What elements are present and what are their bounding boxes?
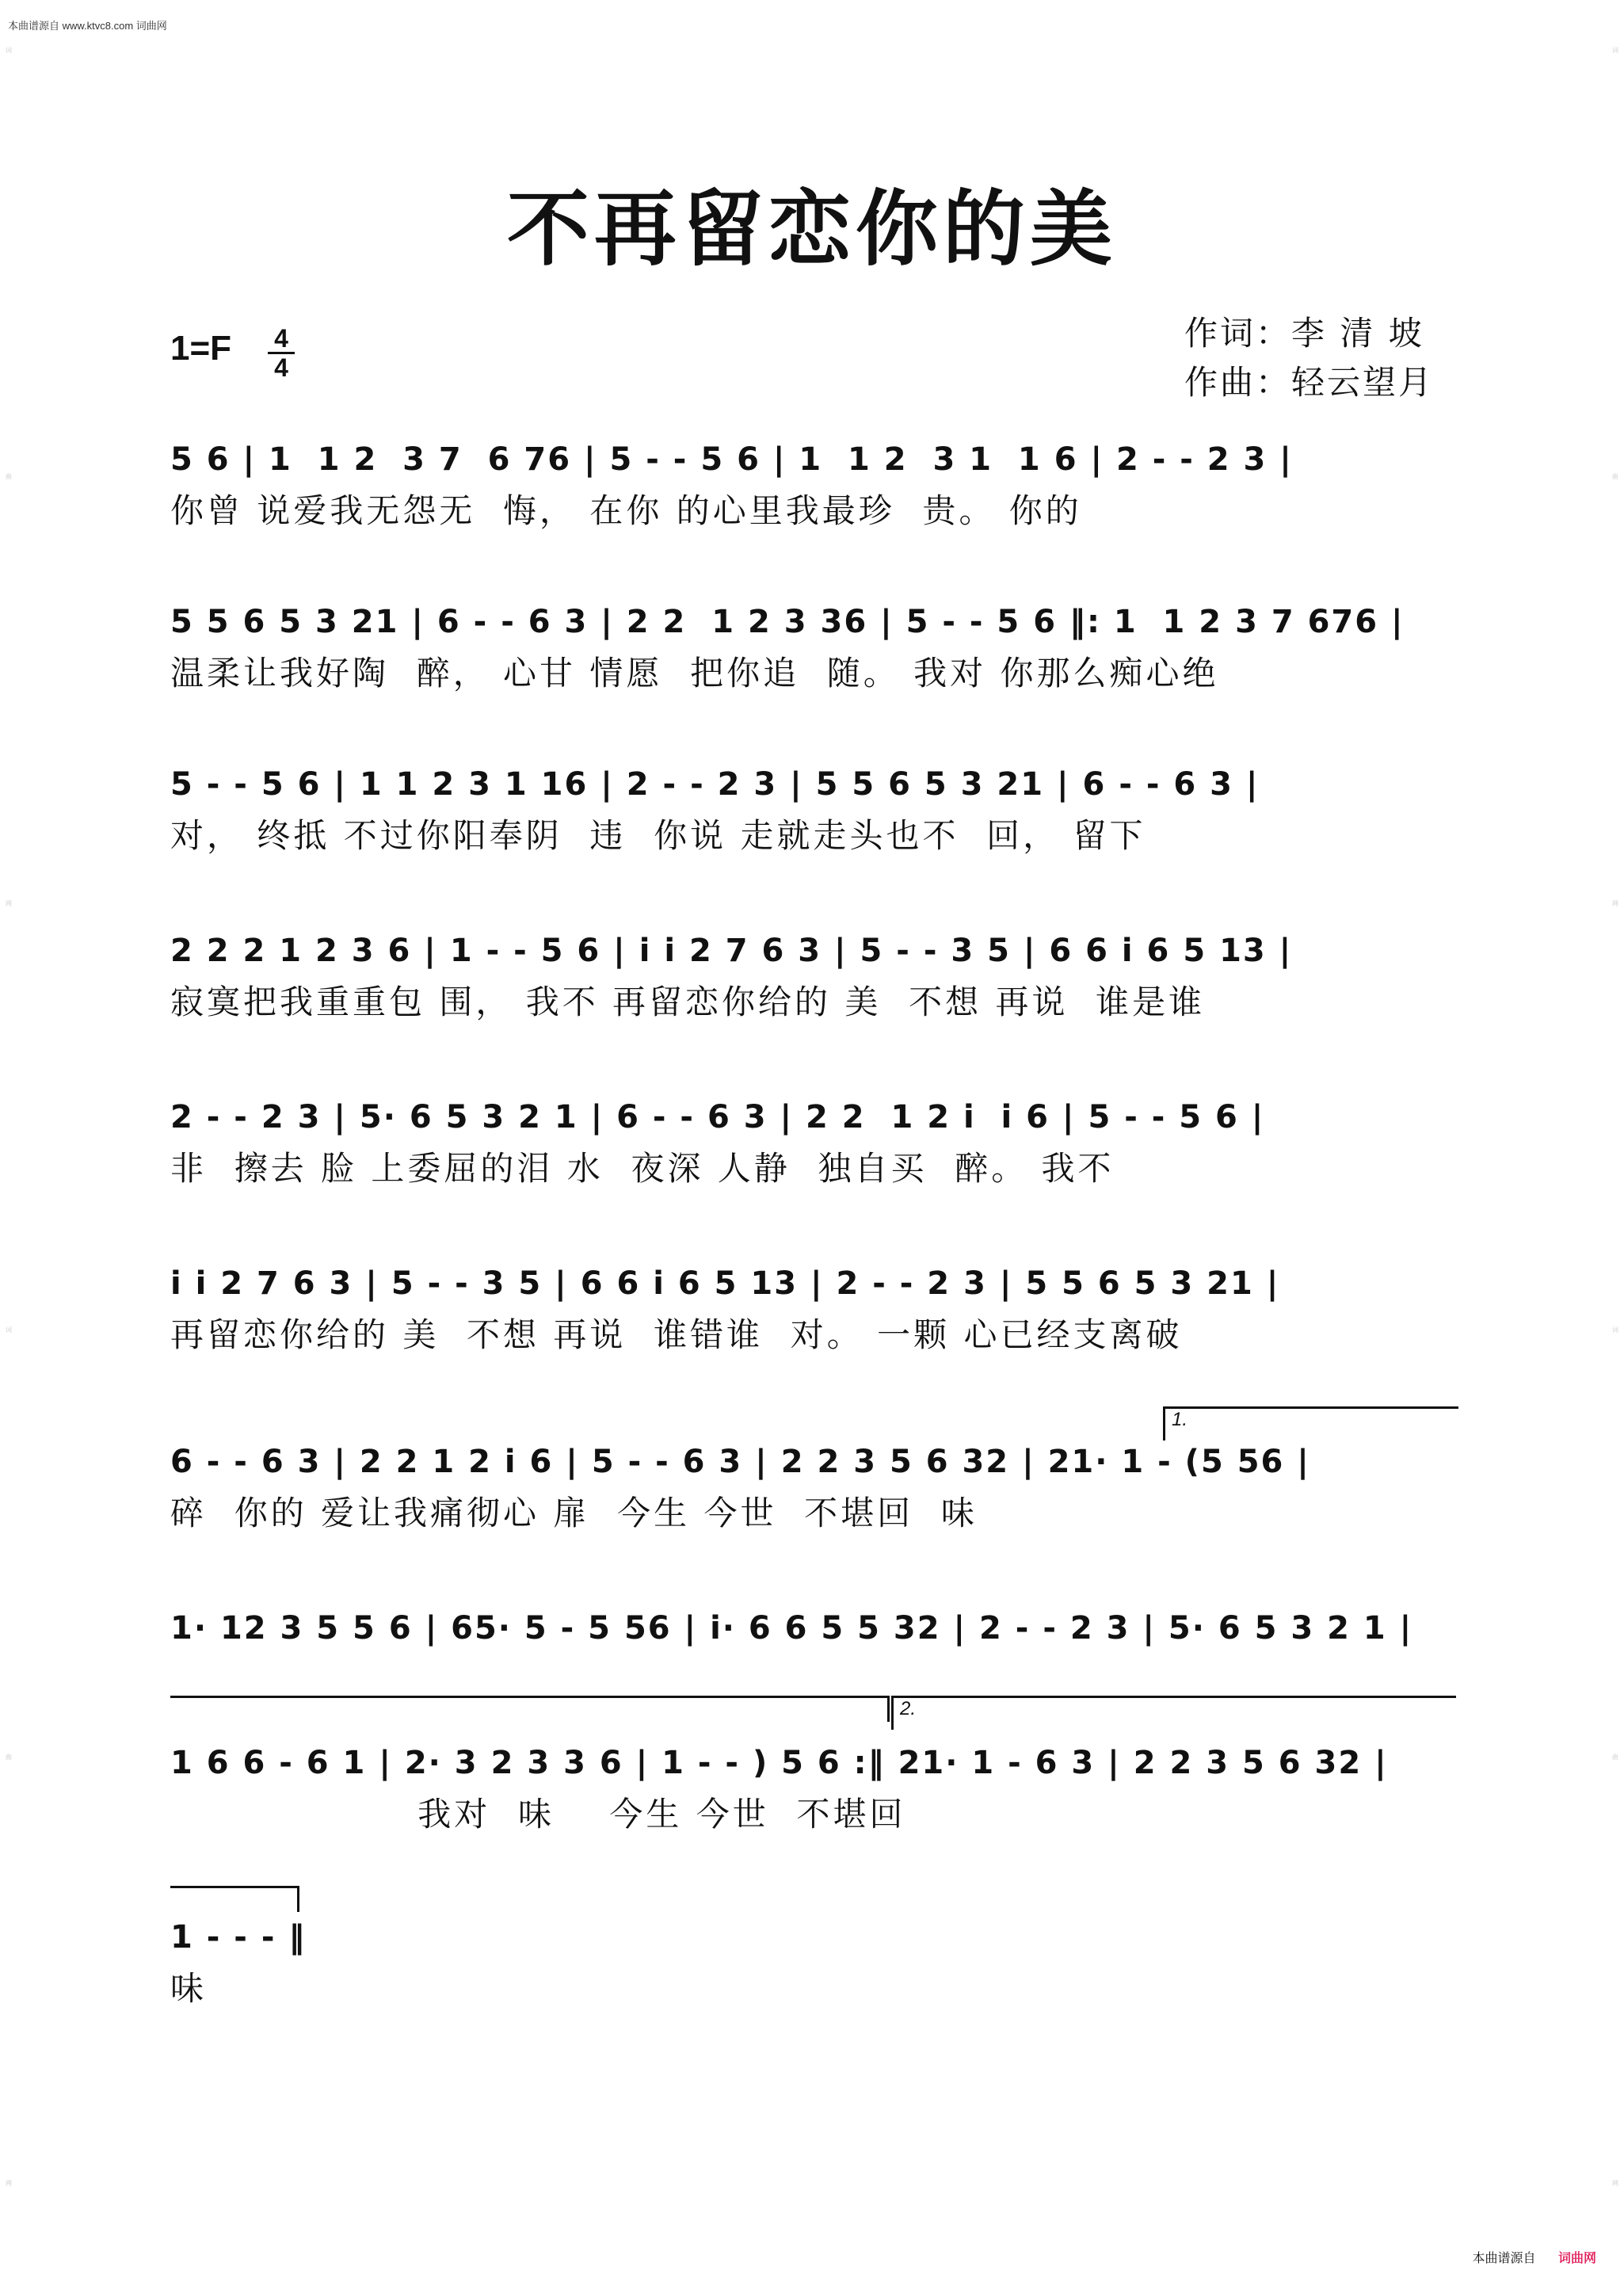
first-ending-label: 1. [1172,1409,1188,1430]
time-signature-top: 4 [268,325,295,354]
notation-line: 6 - - 6 3 | 2 2 1 2 i 6 | 5 - - 6 3 | 2 2 3 5 6 32 | 21· 1 - (5 56 | [170,1444,1310,1480]
notation-line: 1 - - - ‖ [170,1919,307,1956]
lyric-line: 碎 你的 爱让我痛彻心 扉 今生 今世 不堪回 味 [170,1494,978,1532]
key-signature: 1=F [170,329,232,368]
composer: 作曲：轻云望月 [1184,363,1435,402]
lyricist: 作词：李 清 坡 [1184,314,1424,353]
song-title: 不再留恋你的美 [506,180,1117,277]
footer-brand-link[interactable]: 词曲网 [1557,2252,1596,2265]
system-8 [170,1601,1454,1656]
second-ending-bracket [891,1696,1456,1730]
system-10 [170,1910,487,2013]
footer-source: 本曲谱源自 [1472,2252,1536,2265]
system-3 [170,757,1454,860]
system-7 [170,1434,1454,1537]
notation-line: 1· 12 3 5 5 6 | 65· 5 - 5 56 | i· 6 6 5 5 32 | 2 - - 2 3 | 5· 6 5 3 2 1 | [170,1610,1413,1647]
system-1 [170,432,1454,535]
first-ending-continuation [170,1696,890,1722]
notation-line: 2 - - 2 3 | 5· 6 5 3 2 1 | 6 - - 6 3 | 2 2 1 2 i i 6 | 5 - - 5 6 | [170,1099,1265,1135]
notation-line: 1 6 6 - 6 1 | 2· 3 2 3 3 6 | 1 - - ) 5 6 :‖ 21· 1 - 6 3 | 2 2 3 5 6 32 | [170,1745,1388,1781]
left-watermark-strip: 词 曲 网 词 曲 网 [6,47,12,2187]
system-9 [170,1735,1454,1838]
system-6 [170,1256,1454,1359]
lyric-line: 你曾 说爱我无怨无 悔， 在你 的心里我最珍 贵。 你的 [170,491,1082,530]
notation-line: 2 2 2 1 2 3 6 | 1 - - 5 6 | i i 2 7 6 3 | 5 - - 3 5 | 6 6 i 6 5 13 | [170,933,1293,969]
lyric-line: 对， 终抵 不过你阳奉阴 违 你说 走就走头也不 回， 留下 [170,816,1146,855]
notation-line: 5 6 | 1 1 2 3 7 6 76 | 5 - - 5 6 | 1 1 2 3 1 1 6 | 2 - - 2 3 | [170,441,1293,478]
notation-line: 5 5 6 5 3 21 | 6 - - 6 3 | 2 2 1 2 3 36 | 5 - - 5 6 ‖: 1 1 2 3 7 676 | [170,604,1405,640]
system-5 [170,1089,1454,1193]
second-ending-continuation [170,1886,299,1912]
lyric-line: 味 [170,1969,208,2008]
time-signature-bottom: 4 [274,353,288,382]
notation-line: 5 - - 5 6 | 1 1 2 3 1 16 | 2 - - 2 3 | 5 5 6 5 3 21 | 6 - - 6 3 | [170,766,1260,803]
lyric-line: 寂寞把我重重包 围， 我不 再留恋你给的 美 不想 再说 谁是谁 [170,983,1206,1021]
lyric-line: 再留恋你给的 美 不想 再说 谁错谁 对。 一颗 心已经支离破 [170,1315,1183,1354]
lyric-line: 我对 味 今生 今世 不堪回 [170,1795,906,1834]
lyric-line: 非 擦去 脸 上委屈的泪 水 夜深 人静 独自买 醉。 我不 [170,1149,1115,1188]
lyric-line: 温柔让我好陶 醉， 心甘 情愿 把你追 随。 我对 你那么痴心绝 [170,654,1219,693]
system-2 [170,594,1454,697]
notation-line: i i 2 7 6 3 | 5 - - 3 5 | 6 6 i 6 5 13 | 2 - - 2 3 | 5 5 6 5 3 21 | [170,1265,1280,1302]
credits [1184,309,1434,407]
footer [1473,2248,1596,2266]
system-4 [170,923,1454,1026]
second-ending-label: 2. [900,1698,917,1719]
right-watermark-strip: 词 曲 网 词 曲 网 [1612,47,1618,2187]
time-signature [268,325,295,381]
source-note: 本曲谱源自 www.ktvc8.com 词曲网 [8,20,167,32]
